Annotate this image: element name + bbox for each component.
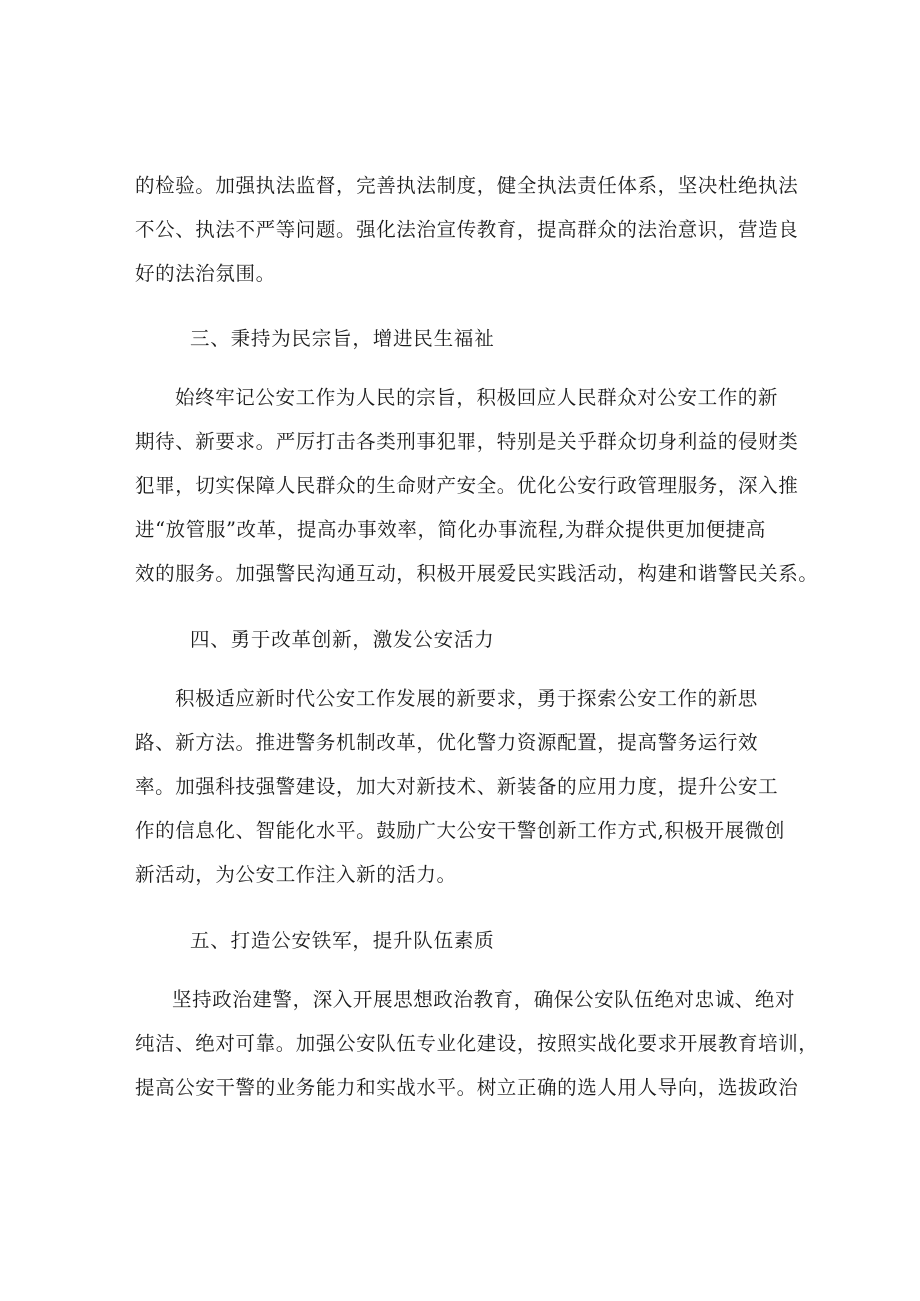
paragraph-line: 新活动，为公安工作注入新的活力。 <box>135 863 457 886</box>
paragraph-line: 的检验。加强执法监督，完善执法制度，健全执法责任体系，坚决杜绝执法 <box>135 174 799 197</box>
paragraph-line: 路、新方法。推进警务机制改革，优化警力资源配置，提高警务运行效 <box>135 731 759 754</box>
paragraph-line: 积极适应新时代公安工作发展的新要求，勇于探索公安工作的新思 <box>175 687 758 710</box>
paragraph-line: 好的法治氛围。 <box>135 262 276 285</box>
paragraph-line: 犯罪，切实保障人民群众的生命财产安全。优化公安行政管理服务，深入推 <box>135 474 799 497</box>
paragraph-line: 不公、执法不严等问题。强化法治宣传教育，提高群众的法治意识，营造良 <box>135 218 799 241</box>
paragraph-line: 期待、新要求。严厉打击各类刑事犯罪，特别是关乎群众切身利益的侵财类 <box>135 430 799 453</box>
paragraph-line: 作的信息化、智能化水平。鼓励广大公安干警创新工作方式,积极开展微创 <box>135 819 785 842</box>
paragraph-line: 纯洁、绝对可靠。加强公安队伍专业化建设，按照实战化要求开展教育培训， <box>135 1032 819 1055</box>
paragraph-line: 坚持政治建警，深入开展思想政治教育，确保公安队伍绝对忠诚、绝对 <box>172 988 796 1011</box>
paragraph-line: 进“放管服”改革，提高办事效率，简化办事流程,为群众提供更加便捷高 <box>135 518 766 541</box>
section-heading: 三、秉持为民宗旨，增进民生福祉 <box>190 327 495 350</box>
paragraph-line: 提高公安干警的业务能力和实战水平。树立正确的选人用人导向，选拔政治 <box>135 1076 799 1099</box>
paragraph-line: 率。加强科技强警建设，加大对新技术、新装备的应用力度，提升公安工 <box>135 775 779 798</box>
paragraph-line: 始终牢记公安工作为人民的宗旨，积极回应人民群众对公安工作的新 <box>175 386 779 409</box>
section-heading: 五、打造公安铁军，提升队伍素质 <box>190 929 495 952</box>
section-heading: 四、勇于改革创新，激发公安活力 <box>190 628 495 651</box>
paragraph-line: 效的服务。加强警民沟通互动，积极开展爱民实践活动，构建和谐警民关系。 <box>135 562 819 585</box>
